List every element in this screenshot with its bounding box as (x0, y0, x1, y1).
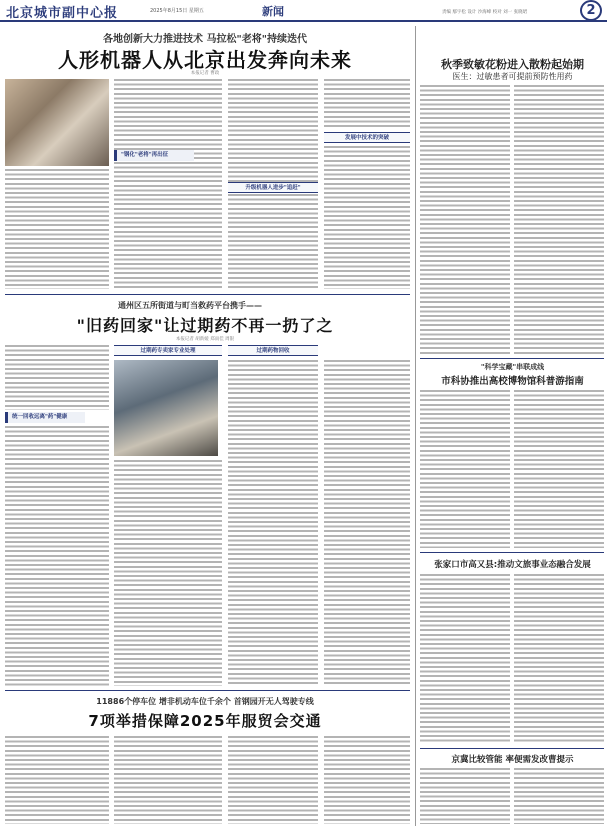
bottom-right-story-headline: 京冀比较管能 率便需发改曹提示 (451, 755, 574, 765)
traffic-story-col3-text (228, 736, 318, 824)
pollen-story-subhead: 医生：过敏患者可提前预防性用药 (452, 72, 573, 81)
robot-story-col4-text-b (324, 146, 410, 289)
zhangjiakou-story-headline: 张家口市高又县:推动文旅事业态融合发展 (434, 560, 591, 570)
medicine-story-headline: "旧药回家"让过期药不再一扔了之 (76, 316, 334, 335)
robot-story-col2-text (114, 79, 222, 289)
zhangjiakou-story-col2-text (514, 574, 604, 744)
bottom-right-story-col1-text (420, 768, 510, 824)
bottom-right-story-col2-text (514, 768, 604, 824)
section-divider (420, 748, 604, 749)
section-title: 新闻 (262, 5, 284, 18)
pollen-story-col2-text (514, 85, 604, 355)
section-divider (420, 552, 604, 553)
traffic-story-col2-text (114, 736, 222, 824)
museum-story-kicker: "科学宝藏"串联成线 (480, 363, 545, 371)
traffic-story-headline: 7项举措保障2025年服贸会交通 (88, 712, 322, 730)
traffic-story-col1-text (5, 736, 109, 824)
robot-story-subhead-1: "钢化"老将"再出征 (114, 150, 194, 161)
medicine-photo (114, 360, 218, 456)
medicine-story-col1-text-a (5, 345, 109, 410)
pollen-story-headline: 秋季致敏花粉进入散粉起始期 (441, 58, 584, 71)
medicine-story-col4-text (324, 360, 410, 686)
museum-story-headline: 市科协推出高校博物馆科普游指南 (441, 376, 584, 387)
section-divider (5, 294, 410, 295)
newspaper-brand: 北京城市副中心报 (6, 6, 119, 21)
medicine-story-kicker: 通州区五所街道与町当救药平台携手—— (118, 301, 262, 310)
editor-credits: 责编 鄢宇松 设计 沙海峰 校对 刘一 张晓珺 (442, 10, 528, 15)
page-number-badge: 2 (580, 0, 602, 21)
medicine-story-col2-text (114, 460, 222, 686)
section-divider (420, 358, 604, 359)
medicine-story-subhead-3: 过期药物回收 (228, 345, 318, 356)
museum-story-col2-text (514, 390, 604, 548)
column-divider (415, 26, 416, 826)
page-header (0, 0, 607, 22)
medicine-story-byline: 本报记者 胡新媛 郑雨佳 周银 (175, 337, 235, 342)
issue-date: 2025年8月15日 星期五 (150, 8, 204, 14)
robot-story-headline: 人形机器人从北京出发奔向未来 (58, 48, 352, 72)
pollen-story-col1-text (420, 85, 510, 355)
museum-story-col1-text (420, 390, 510, 548)
robot-photo (5, 79, 109, 166)
robot-story-kicker: 各地创新大力推进技术 马拉松"老将"持续迭代 (103, 34, 307, 45)
medicine-story-col1-text-b (5, 426, 109, 686)
medicine-story-subhead-1: 统一回收远离"药"健康 (5, 412, 85, 423)
robot-story-byline: 本报记者 曹政 (190, 71, 220, 76)
medicine-story-subhead-2: 过期药专卖家专业处理 (114, 345, 222, 356)
traffic-story-col4-text (324, 736, 410, 824)
section-divider (5, 690, 410, 691)
robot-story-subhead-2: 升级机器人进步"追赶" (228, 182, 318, 193)
zhangjiakou-story-col1-text (420, 574, 510, 744)
robot-story-col1-text (5, 169, 109, 289)
robot-story-subhead-3: 发展中技术的突破 (324, 132, 410, 143)
robot-story-col4-text-a (324, 79, 410, 129)
traffic-story-kicker: 11886个停车位 增非机动车位千余个 首钢园开无人驾驶专线 (96, 697, 314, 706)
medicine-story-col3-text (228, 360, 318, 686)
